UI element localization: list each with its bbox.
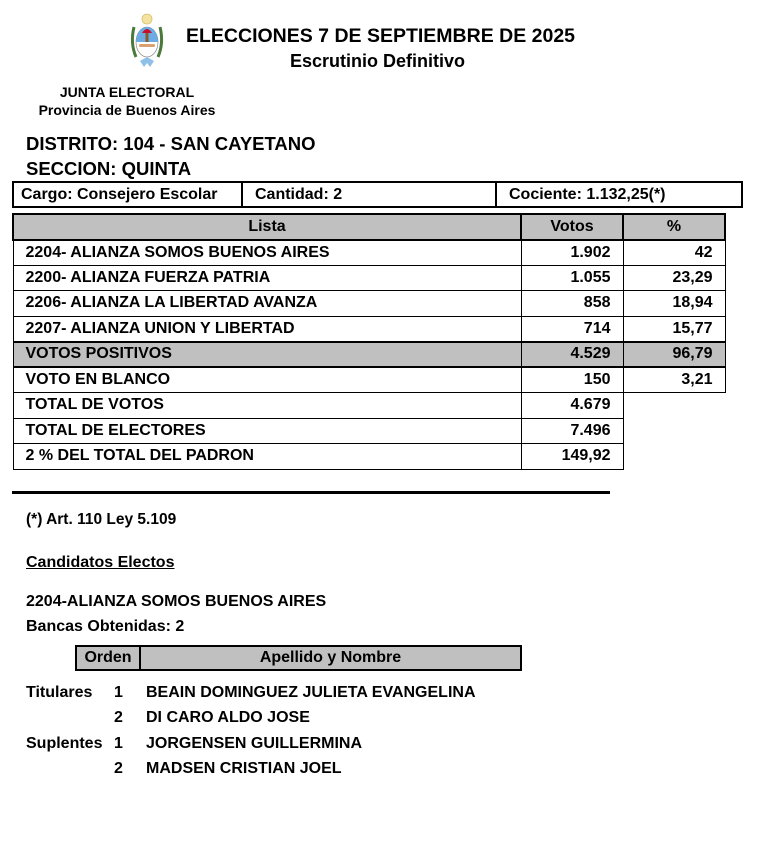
- voto-en-blanco-row: [13, 367, 725, 393]
- bancas-obtenidas: Bancas Obtenidas: 2: [26, 618, 185, 635]
- list-item: [26, 731, 476, 757]
- candidate-name: DI CARO ALDO JOSE: [146, 709, 310, 727]
- org-province: Provincia de Buenos Aires: [38, 102, 216, 118]
- votos-value: 1.055: [521, 265, 623, 291]
- cociente-field: Cociente: 1.132,25(*): [509, 185, 666, 203]
- document-subtitle: Escrutinio Definitivo: [290, 51, 466, 71]
- cantidad-field: Cantidad: 2: [243, 183, 497, 206]
- percent-value: 23,29: [623, 265, 725, 291]
- positivos-percent: 96,79: [623, 342, 725, 368]
- issuing-organization: [0, 83, 254, 119]
- district-label: DISTRITO: 104 - SAN CAYETANO: [26, 133, 316, 154]
- list-item: [26, 706, 476, 732]
- candidate-name: JORGENSEN GUILLERMINA: [146, 734, 363, 752]
- total-electores-label: TOTAL DE ELECTORES: [13, 418, 521, 444]
- candidate-group: Suplentes: [26, 734, 103, 752]
- percent-value: 15,77: [623, 316, 725, 342]
- lista-name: 2200- ALIANZA FUERZA PATRIA: [13, 265, 521, 291]
- section-label: SECCION: QUINTA: [26, 158, 192, 179]
- votos-value: 1.902: [521, 240, 623, 266]
- total-votos-value: 4.679: [521, 393, 623, 419]
- padron-row: [13, 444, 725, 470]
- lista-name: 2207- ALIANZA UNION Y LIBERTAD: [13, 316, 521, 342]
- footnote: (*) Art. 110 Ley 5.109: [26, 511, 177, 528]
- total-votos-row: [13, 393, 725, 419]
- table-row: [13, 316, 725, 342]
- candidates-list: [26, 680, 476, 782]
- list-item: [26, 757, 476, 783]
- candidates-header: [75, 645, 522, 671]
- empty-cell: [623, 444, 725, 470]
- votos-positivos-row: [13, 342, 725, 368]
- list-item: [26, 680, 476, 706]
- candidate-order: 2: [114, 709, 123, 727]
- percent-value: 42: [623, 240, 725, 266]
- cargo-info-box: [12, 181, 743, 208]
- total-electores-value: 7.496: [521, 418, 623, 444]
- table-row: [13, 240, 725, 266]
- blanco-percent: 3,21: [623, 367, 725, 393]
- document-title: ELECCIONES 7 DE SEPTIEMBRE DE 2025: [186, 25, 576, 47]
- candidate-order: 2: [114, 760, 123, 778]
- blanco-label: VOTO EN BLANCO: [13, 367, 521, 393]
- positivos-label: VOTOS POSITIVOS: [13, 342, 521, 368]
- positivos-votos: 4.529: [521, 342, 623, 368]
- header-orden: Orden: [77, 647, 141, 669]
- coat-of-arms-icon: [128, 13, 166, 75]
- table-row: [13, 265, 725, 291]
- lista-name: 2206- ALIANZA LA LIBERTAD AVANZA: [13, 291, 521, 317]
- padron-label: 2 % DEL TOTAL DEL PADRON: [13, 444, 521, 470]
- candidate-name: MADSEN CRISTIAN JOEL: [146, 760, 342, 778]
- org-name: JUNTA ELECTORAL: [59, 84, 195, 100]
- results-header-row: [13, 214, 725, 240]
- empty-cell: [623, 418, 725, 444]
- blanco-votos: 150: [521, 367, 623, 393]
- table-row: [13, 291, 725, 317]
- empty-cell: [623, 393, 725, 419]
- percent-value: 18,94: [623, 291, 725, 317]
- header-lista: Lista: [13, 214, 521, 240]
- lista-name: 2204- ALIANZA SOMOS BUENOS AIRES: [13, 240, 521, 266]
- total-electores-row: [13, 418, 725, 444]
- header-percent: %: [623, 214, 725, 240]
- votos-value: 858: [521, 291, 623, 317]
- elected-party: 2204-ALIANZA SOMOS BUENOS AIRES: [26, 593, 327, 610]
- results-table: [12, 213, 726, 470]
- padron-value: 149,92: [521, 444, 623, 470]
- candidates-title: Candidatos Electos: [26, 554, 175, 571]
- divider: [12, 491, 610, 494]
- candidate-name: BEAIN DOMINGUEZ JULIETA EVANGELINA: [146, 683, 476, 701]
- candidate-order: 1: [114, 734, 123, 752]
- candidate-order: 1: [114, 683, 123, 701]
- candidate-group: Titulares: [26, 683, 93, 701]
- cargo-field: Cargo: Consejero Escolar: [14, 183, 243, 206]
- header-votos: Votos: [521, 214, 623, 240]
- total-votos-label: TOTAL DE VOTOS: [13, 393, 521, 419]
- header-nombre: Apellido y Nombre: [259, 649, 402, 666]
- votos-value: 714: [521, 316, 623, 342]
